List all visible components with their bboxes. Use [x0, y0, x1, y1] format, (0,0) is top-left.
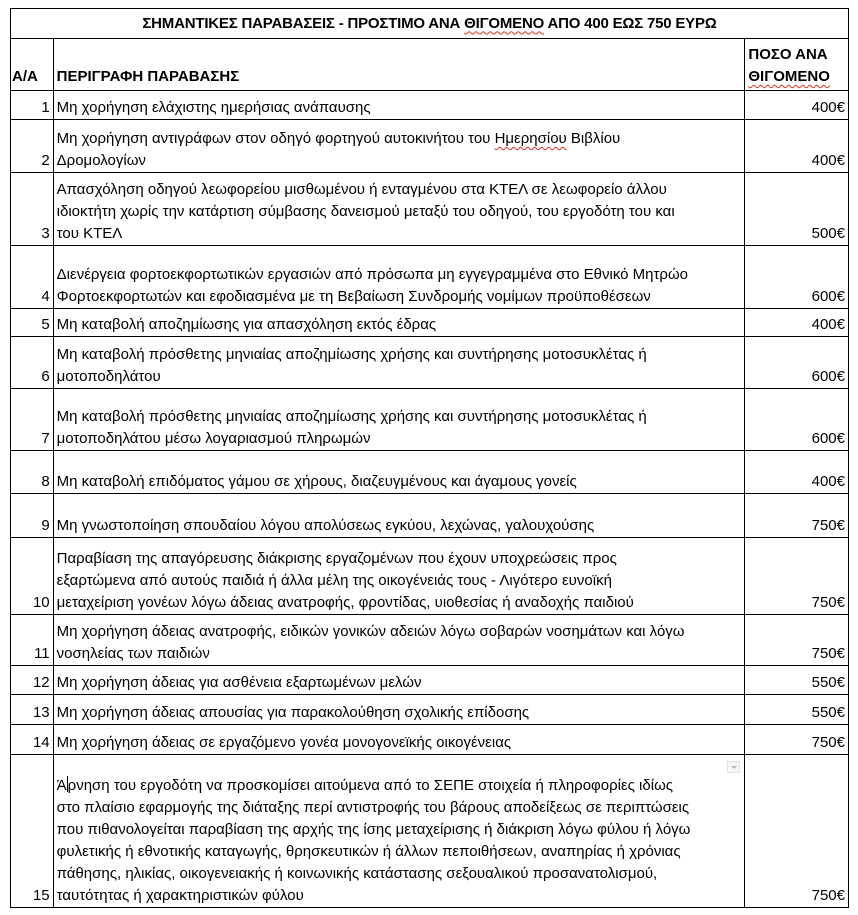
description-cell[interactable]: [53, 246, 745, 309]
row-number-cell[interactable]: 4: [11, 246, 54, 309]
description-text: Βιβλίου: [566, 130, 621, 147]
row-number-cell[interactable]: 12: [11, 666, 54, 695]
description-line: μοτοποδηλάτου: [56, 368, 161, 385]
description-cell[interactable]: [53, 91, 745, 120]
description-line: του ΚΤΕΛ: [56, 225, 123, 242]
column-header-amount-line1: ΠΟΣΟ ΑΝΑ: [748, 46, 828, 63]
title-text-start: ΣΗΜΑΝΤΙΚΕΣ ΠΑΡΑΒΑΣΕΙΣ - ΠΡΟΣΤΙΜΟ ΑΝΑ: [142, 14, 465, 32]
description-cell[interactable]: [53, 538, 745, 615]
description-line: ιδιοκτήτη χωρίς την κατάρτιση σύμβασης δανεισμού μεταξύ του οδηγού, του εργοδότη του και: [56, 203, 675, 220]
description-line: Δρομολογίων: [56, 152, 146, 169]
table-row: [11, 173, 849, 246]
row-number-cell[interactable]: 6: [11, 337, 54, 389]
amount-cell[interactable]: 550€: [745, 695, 849, 725]
description-line: [57, 775, 742, 797]
amount-cell[interactable]: 750€: [745, 755, 849, 908]
row-number-cell[interactable]: 9: [11, 494, 54, 538]
description-line: μοτοποδηλάτου μέσω λογαριασμού πληρωμών: [56, 430, 371, 447]
table-row: [11, 695, 849, 725]
description-cell[interactable]: [53, 389, 745, 451]
table-row: [11, 246, 849, 309]
description-line: Μη χορήγηση ελάχιστης ημερήσιας ανάπαυσης: [56, 99, 371, 116]
amount-cell[interactable]: 600€: [745, 337, 849, 389]
description-cell[interactable]: [53, 695, 745, 725]
table-row: [11, 337, 849, 389]
amount-cell[interactable]: 400€: [745, 451, 849, 494]
table-row: [11, 538, 849, 615]
amount-cell[interactable]: 600€: [745, 389, 849, 451]
description-line: Μη καταβολή πρόσθετης μηνιαίας αποζημίωσης χρήσης και συντήρησης μοτοσυκλέτας ή: [56, 408, 647, 425]
description-cell[interactable]: [53, 451, 745, 494]
title-flagged-word: ΘΙΓΟΜΕΝΟ: [464, 14, 545, 32]
description-prefix: Ά: [56, 777, 67, 794]
table-body: [11, 91, 849, 908]
description-line: Μη καταβολή επιδόματος γάμου σε χήρους, διαζευγμένους και άγαμους γονείς: [56, 473, 577, 490]
description-line: Απασχόληση οδηγού λεωφορείου μισθωμένου ή ενταγμένου στα ΚΤΕΛ σε λεωφορείο άλλου: [56, 181, 667, 198]
table-row: [11, 755, 849, 908]
description-line: Φορτοεκφορτωτών και εφοδιασμένα με τη Βεβαίωση Συνδρομής νομίμων προϋποθέσεων: [56, 288, 651, 305]
description-line: φυλετικής ή εθνοτικής καταγωγής, θρησκευτικών ή άλλων πεποιθήσεων, αναπηρίας ή χρόνιας: [56, 843, 681, 860]
table-row: [11, 451, 849, 494]
amount-cell[interactable]: 500€: [745, 173, 849, 246]
description-line: νοσηλείας των παιδιών: [56, 645, 210, 662]
table-row: [11, 666, 849, 695]
description-rest: ρνηση του εργοδότη να προσκομίσει αιτούμενα από το ΣΕΠΕ στοιχεία ή πληροφορίες ιδίως: [67, 777, 674, 794]
column-header-description[interactable]: [53, 39, 745, 91]
title-text-end: ΑΠΟ 400 ΕΩΣ 750 ΕΥΡΩ: [544, 14, 717, 32]
description-line: που πιθανολογείται παραβίαση της αρχής της ίσης μεταχείρισης ή διάκριση λόγω φύλου ή λόγω: [56, 821, 691, 838]
description-line: Μη καταβολή αποζημίωσης για απασχόληση εκτός έδρας: [56, 316, 437, 333]
description-line: Μη χορήγηση άδειας απουσίας για παρακολούθηση σχολικής επίδοσης: [56, 704, 530, 721]
column-header-row: [11, 39, 849, 91]
description-cell[interactable]: [53, 337, 745, 389]
row-number-cell[interactable]: 13: [11, 695, 54, 725]
description-line: Παραβίαση της απαγόρευσης διάκρισης εργαζομένων που έχουν υποχρεώσεις προς: [56, 550, 617, 567]
description-cell[interactable]: [53, 615, 745, 666]
table-row: [11, 91, 849, 120]
table-row: [11, 309, 849, 337]
column-header-amount[interactable]: [745, 39, 849, 91]
spellcheck-flagged-word: Ημερησίου: [494, 130, 567, 147]
amount-cell[interactable]: 750€: [745, 725, 849, 755]
description-cell[interactable]: [53, 755, 745, 908]
description-line: ταυτότητας ή χαρακτηριστικών φύλου: [56, 887, 304, 904]
description-line: Μη γνωστοποίηση σπουδαίου λόγου απολύσεως εγκύου, λεχώνας, γαλουχούσης: [56, 517, 595, 534]
row-number-cell[interactable]: 15: [11, 755, 54, 908]
table-row: [11, 389, 849, 451]
row-number-cell[interactable]: 14: [11, 725, 54, 755]
amount-cell[interactable]: 400€: [745, 120, 849, 173]
table-row: [11, 494, 849, 538]
column-header-amount-line2: ΘΙΓΟΜΕΝΟ: [748, 68, 830, 85]
description-line: Διενέργεια φορτοεκφορτωτικών εργασιών από πρόσωπα μη εγγεγραμμένα στο Εθνικό Μητρώο: [56, 266, 689, 283]
row-number-cell[interactable]: 7: [11, 389, 54, 451]
description-cell[interactable]: [53, 173, 745, 246]
amount-cell[interactable]: 750€: [745, 494, 849, 538]
description-line: Μη χορήγηση άδειας για ασθένεια εξαρτωμένων μελών: [56, 674, 422, 691]
column-header-num[interactable]: [11, 39, 54, 91]
description-line: Μη χορήγηση άδειας σε εργαζόμενο γονέα μονογονεϊκής οικογένειας: [56, 734, 512, 751]
fines-table: [10, 8, 849, 908]
table-row: [11, 725, 849, 755]
amount-cell[interactable]: 400€: [745, 91, 849, 120]
table-row: [11, 615, 849, 666]
description-line: στο πλαίσιο εφαρμογής της διάταξης περί αντιστροφής του βάρους αποδείξεως σε περιπτώσεις: [56, 799, 690, 816]
amount-cell[interactable]: 550€: [745, 666, 849, 695]
amount-cell[interactable]: 400€: [745, 309, 849, 337]
row-number-cell[interactable]: 11: [11, 615, 54, 666]
table-row: [11, 120, 849, 173]
row-number-cell[interactable]: 3: [11, 173, 54, 246]
description-cell[interactable]: [53, 725, 745, 755]
spreadsheet-area: [10, 8, 849, 908]
description-text: Μη χορήγηση αντιγράφων στον οδηγό φορτηγού αυτοκινήτου του: [56, 130, 495, 147]
description-cell[interactable]: [53, 309, 745, 337]
amount-cell[interactable]: 750€: [745, 538, 849, 615]
row-number-cell[interactable]: 10: [11, 538, 54, 615]
description-line: Μη χορήγηση άδειας ανατροφής, ειδικών γονικών αδειών λόγω σοβαρών νοσημάτων και λόγω: [56, 623, 685, 640]
amount-cell[interactable]: 600€: [745, 246, 849, 309]
amount-cell[interactable]: 750€: [745, 615, 849, 666]
column-header-num-label: Α/Α: [12, 68, 38, 85]
cell-dropdown-arrow-icon[interactable]: [727, 761, 740, 773]
description-cell[interactable]: [53, 120, 745, 173]
row-number-cell[interactable]: 8: [11, 451, 54, 494]
column-header-description-label: ΠΕΡΙΓΡΑΦΗ ΠΑΡΑΒΑΣΗΣ: [56, 68, 240, 85]
description-line: μεταχείριση γονέων λόγω άδειας ανατροφής, φροντίδας, υιοθεσίας ή αναδοχής παιδιού: [56, 594, 634, 611]
row-number-cell[interactable]: 1: [11, 91, 54, 120]
row-number-cell[interactable]: 2: [11, 120, 54, 173]
description-line: [57, 128, 742, 150]
description-line: εξαρτώμενα από αυτούς παιδιά ή άλλα μέλη της οικογένειάς τους - Λιγότερο ευνοϊκή: [56, 572, 612, 589]
table-title[interactable]: [11, 9, 849, 39]
description-line: πάθησης, ηλικίας, οικογενειακής ή κοινωνικής κατάστασης σεξουαλικού προσανατολισμού,: [56, 865, 658, 882]
description-line: Μη καταβολή πρόσθετης μηνιαίας αποζημίωσης χρήσης και συντήρησης μοτοσυκλέτας ή: [56, 346, 647, 363]
title-row: [11, 9, 849, 39]
description-cell[interactable]: [53, 666, 745, 695]
description-cell[interactable]: [53, 494, 745, 538]
row-number-cell[interactable]: 5: [11, 309, 54, 337]
